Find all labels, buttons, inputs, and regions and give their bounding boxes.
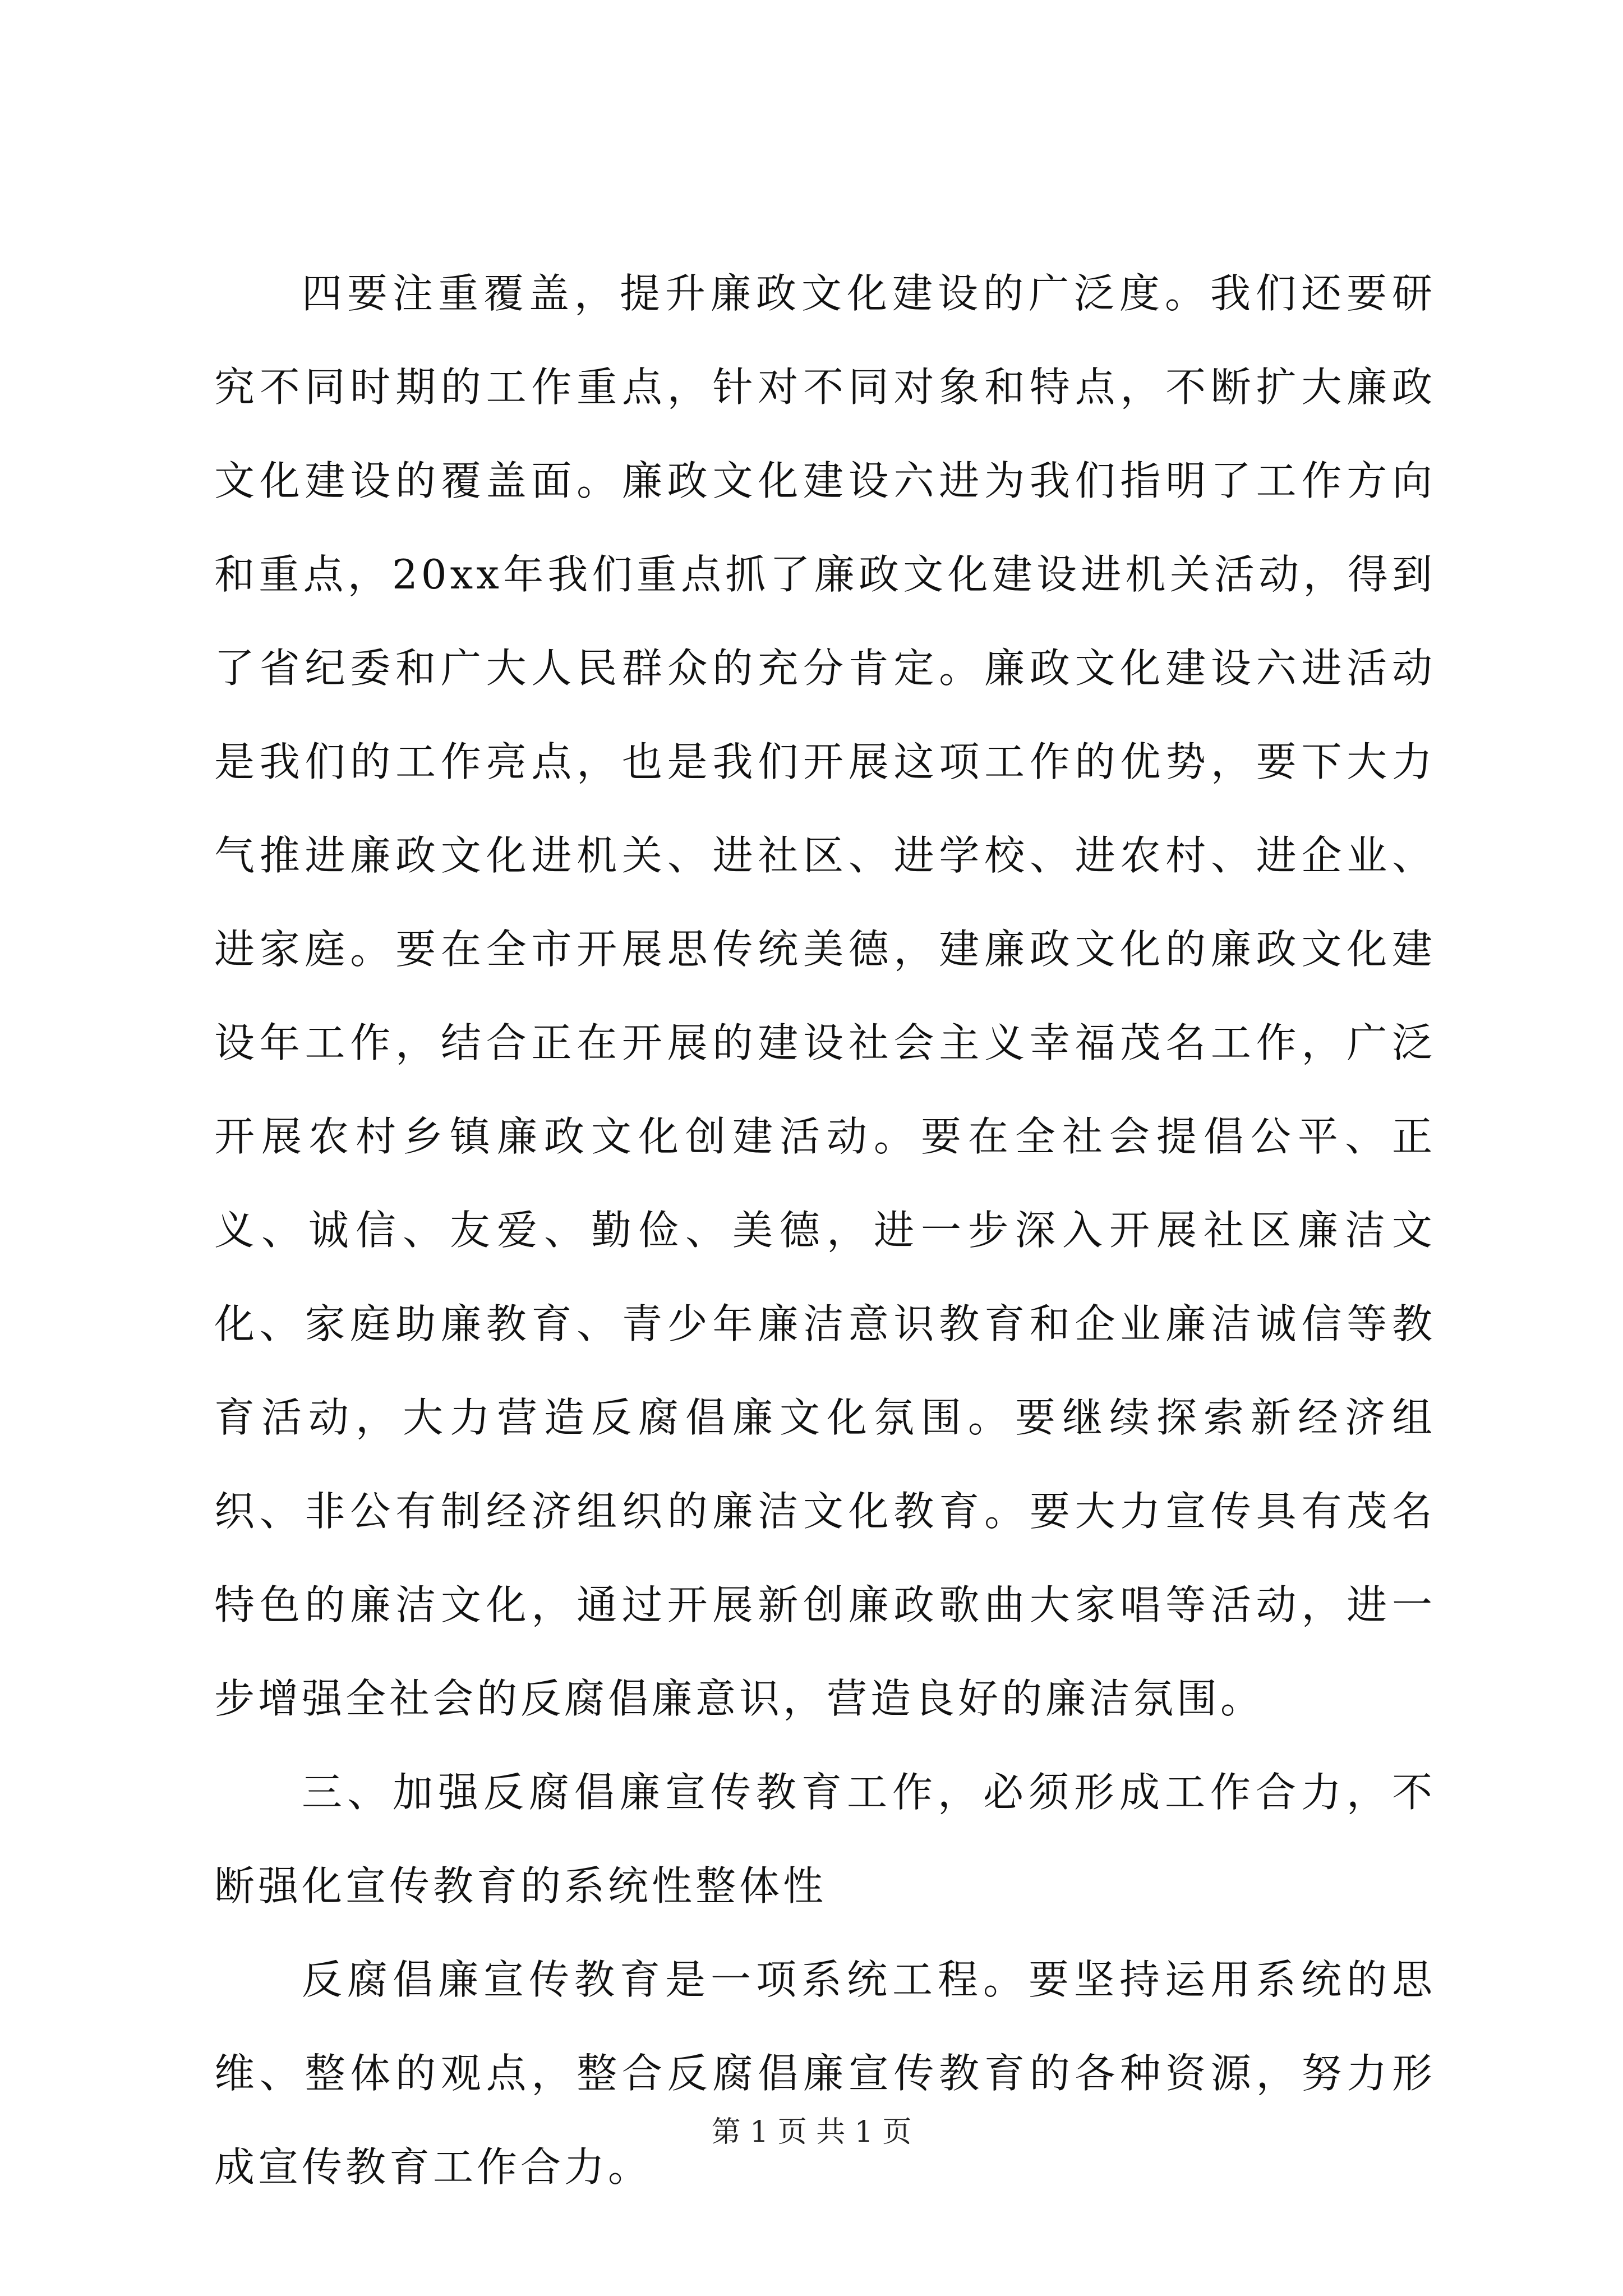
document-body: [214, 247, 1436, 2214]
section-heading-three: 三、加强反腐倡廉宣传教育工作，必须形成工作合力，不断强化宣传教育的系统性整体性: [214, 1769, 1436, 1910]
paragraph-coverage: 四要注重覆盖，提升廉政文化建设的广泛度。我们还要研究不同时期的工作重点，针对不同对象和特点，不断扩大廉政文化建设的覆盖面。廉政文化建设六进为我们指明了工作方向和重点，20xx年我们重点抓了廉政文化建设进机关活动，得到了省纪委和广大人民群众的充分肯定。廉政文化建设六进活动是我们的工作亮点，也是我们开展这项工作的优势，要下大力气推进廉政文化进机关、进社区、进学校、进农村、进企业、进家庭。要在全市开展思传统美德，建廉政文化的廉政文化建设年工作，结合正在开展的建设社会主义幸福茂名工作，广泛开展农村乡镇廉政文化创建活动。要在全社会提倡公平、正义、诚信、友爱、勤俭、美德，进一步深入开展社区廉洁文化、家庭助廉教育、青少年廉洁意识教育和企业廉洁诚信等教育活动，大力营造反腐倡廉文化氛围。要继续探索新经济组织、非公有制经济组织的廉洁文化教育。要大力宣传具有茂名特色的廉洁文化，通过开展新创廉政歌曲大家唱等活动，进一步增强全社会的反腐倡廉意识，营造良好的廉洁氛围。: [214, 270, 1436, 1722]
page-footer: 第 1 页 共 1 页: [711, 2115, 912, 2149]
paragraph-systems-engineering: 反腐倡廉宣传教育是一项系统工程。要坚持运用系统的思维、整体的观点，整合反腐倡廉宣传教育的各种资源，努力形成宣传教育工作合力。: [214, 1956, 1436, 2191]
